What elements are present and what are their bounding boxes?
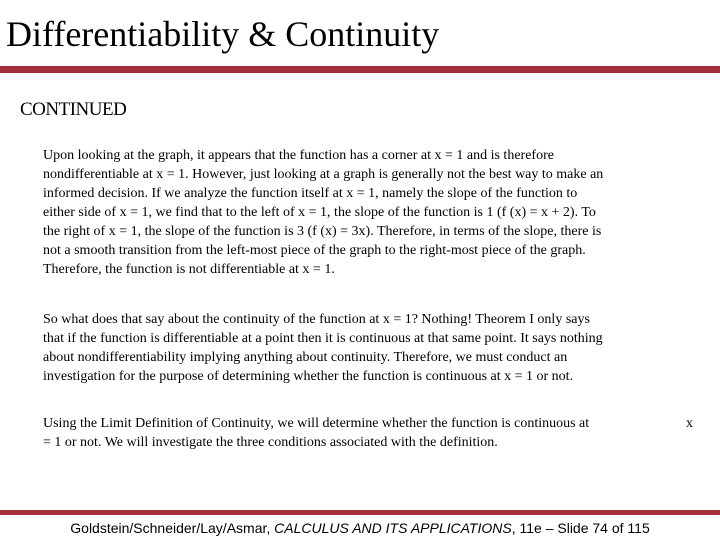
text-line: the right of x = 1, the slope of the function is 3 (f (x) = 3x). Therefore, in terms of the slope, there is bbox=[43, 224, 602, 239]
text-line: Upon looking at the graph, it appears that the function has a corner at x = 1 and is therefore bbox=[43, 148, 554, 163]
bottom-divider-rule bbox=[0, 510, 720, 515]
slide-subtitle: CONTINUED bbox=[20, 99, 127, 120]
top-divider-rule bbox=[0, 66, 720, 73]
slide-title: Differentiability & Continuity bbox=[6, 14, 440, 54]
text-line: = 1 or not. We will investigate the three conditions associated with the definition. bbox=[43, 435, 498, 450]
footer-slide-number: , 11e – Slide 74 of 115 bbox=[511, 520, 650, 536]
variable-x-glyph: x bbox=[686, 416, 693, 431]
paragraph-corner-analysis bbox=[43, 146, 693, 279]
footer-authors: Goldstein/Schneider/Lay/Asmar, bbox=[70, 520, 275, 536]
text-line: that if the function is differentiable at a point then it is continuous at that same point. It says nothing bbox=[43, 331, 603, 346]
text-line: Therefore, the function is not differentiable at x = 1. bbox=[43, 262, 335, 277]
paragraph-continuity-question bbox=[43, 310, 693, 386]
text-line: about nondifferentiability implying anything about continuity. Therefore, we must conduct an bbox=[43, 350, 568, 365]
text-line: not a smooth transition from the left-most piece of the graph to the right-most piece of the graph. bbox=[43, 243, 586, 258]
text-line: investigation for the purpose of determining whether the function is continuous at x = 1 or not. bbox=[43, 369, 574, 384]
text-line: Using the Limit Definition of Continuity, we will determine whether the function is continuous at bbox=[43, 416, 590, 431]
paragraph-limit-definition bbox=[43, 414, 693, 452]
text-line: either side of x = 1, we find that to the left of x = 1, the slope of the function is 1 (f (x) = x + 2). To bbox=[43, 205, 596, 220]
text-line: informed decision. If we analyze the function itself at x = 1, namely the slope of the function to bbox=[43, 186, 578, 201]
text-line: So what does that say about the continuity of the function at x = 1? Nothing! Theorem I only says bbox=[43, 312, 590, 327]
text-line: nondifferentiable at x = 1. However, just looking at a graph is generally not the best way to make an bbox=[43, 167, 604, 182]
footer-book-title: CALCULUS AND ITS APPLICATIONS bbox=[274, 520, 512, 536]
slide-footer bbox=[0, 519, 720, 537]
